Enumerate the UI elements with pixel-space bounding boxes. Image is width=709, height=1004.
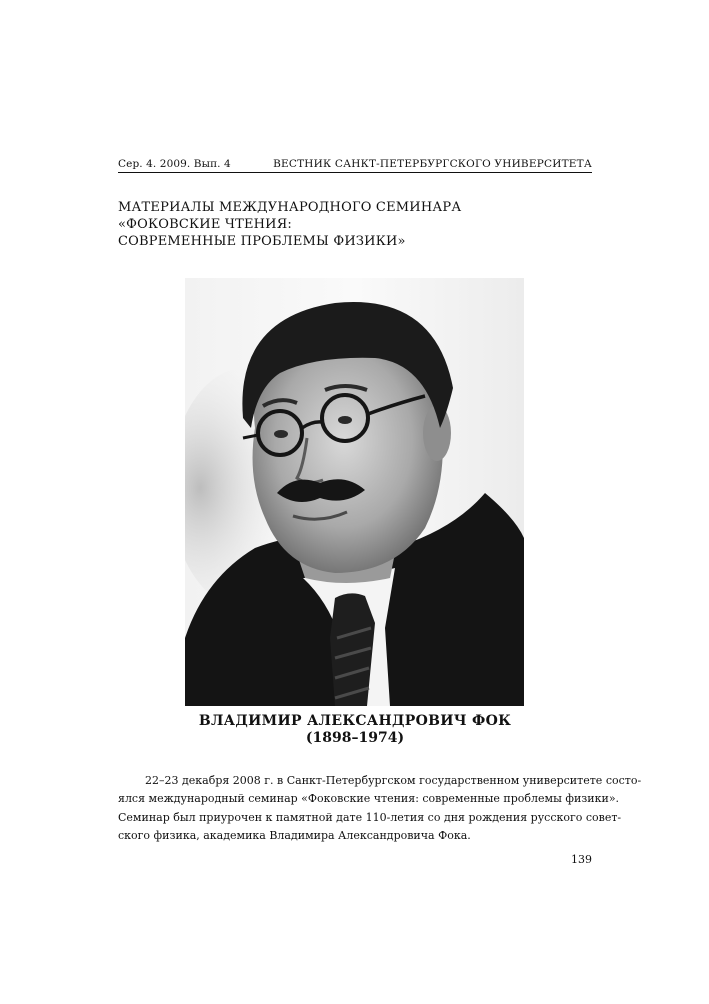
- series-issue: Сер. 4. 2009. Вып. 4: [118, 158, 231, 170]
- header-rule: [118, 172, 592, 173]
- seminar-title-line: СОВРЕМЕННЫЕ ПРОБЛЕМЫ ФИЗИКИ»: [118, 234, 406, 249]
- paragraph-line: Семинар был приурочен к памятной дате 110-летия со дня рождения русского совет-: [118, 810, 622, 824]
- seminar-title-line: «ФОКОВСКИЕ ЧТЕНИЯ:: [118, 217, 293, 232]
- body-paragraph: [118, 772, 642, 846]
- seminar-title-line: МАТЕРИАЛЫ МЕЖДУНАРОДНОГО СЕМИНАРА: [118, 200, 462, 215]
- paragraph-line: ского физика, академика Владимира Александровича Фока.: [118, 829, 471, 843]
- running-header: [118, 156, 592, 172]
- journal-title: ВЕСТНИК САНКТ-ПЕТЕРБУРГСКОГО УНИВЕРСИТЕТА: [273, 158, 592, 170]
- paragraph-line: 22–23 декабря 2008 г. в Санкт-Петербургском государственном университете состо-: [145, 774, 642, 787]
- portrait-photo: [185, 278, 524, 706]
- page-number: 139: [571, 853, 592, 866]
- seminar-title: [118, 199, 592, 250]
- paragraph-line: ялся международный семинар «Фоковские чтения: современные проблемы физики».: [118, 792, 620, 806]
- life-years: (1898–1974): [305, 730, 405, 746]
- person-name: ВЛАДИМИР АЛЕКСАНДРОВИЧ ФОК: [198, 713, 512, 729]
